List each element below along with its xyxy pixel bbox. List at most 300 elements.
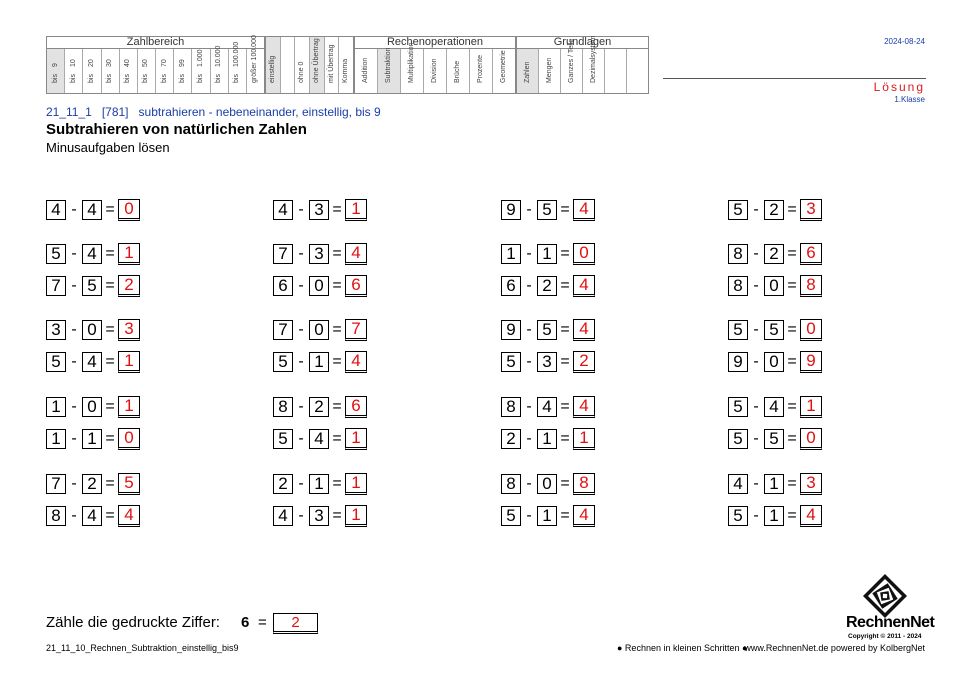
minus-sign: - [526,507,532,524]
minuend: 3 [46,320,66,340]
category-label: Division [431,58,438,83]
category-label: 9 [51,63,59,67]
equals-sign: = [560,430,570,447]
counting-digit: 6 [241,614,250,631]
equals-sign: = [560,507,570,524]
minus-sign: - [298,507,304,524]
category-column [47,49,65,93]
equals-sign: = [332,201,342,218]
minuend: 5 [728,200,748,220]
category-column [447,49,470,93]
category-label: Multiplikation [408,42,415,83]
answer-box[interactable]: 4 [345,243,367,265]
answer-box[interactable]: 1 [345,428,367,450]
category-column [517,49,539,93]
equals-sign: = [105,245,115,262]
subtrahend: 2 [764,244,784,264]
subtraction-exercise [46,319,140,341]
subtrahend: 4 [82,506,102,526]
equals-sign: = [105,277,115,294]
answer-box[interactable]: 3 [800,473,822,495]
equals-sign: = [787,201,797,218]
minuend: 8 [501,474,521,494]
category-sublabel: bis [233,74,241,83]
category-label: Ganzes / Teile [567,38,575,83]
category-column [229,41,247,93]
minuend: 7 [273,244,293,264]
page-subtitle: Minusaufgaben lösen [46,140,170,155]
minus-sign: - [753,201,759,218]
minus-sign: - [298,398,304,415]
minus-sign: - [753,245,759,262]
minuend: 1 [501,244,521,264]
subtrahend: 3 [309,506,329,526]
category-group [46,36,265,94]
category-label: 100.000 [233,41,241,67]
minus-sign: - [298,201,304,218]
subtrahend: 5 [537,320,557,340]
category-column [102,49,120,93]
category-sublabel: bis [178,74,186,83]
subtraction-exercise [501,473,595,495]
subtrahend: 1 [764,506,784,526]
equals-sign: = [787,321,797,338]
category-label: Prozente [477,54,484,83]
category-sublabel: bis [69,74,77,83]
subtraction-exercise [273,243,367,265]
minuend: 6 [273,276,293,296]
category-label: 20 [87,59,95,67]
subtrahend: 5 [764,429,784,449]
minus-sign: - [526,353,532,370]
minuend: 5 [273,429,293,449]
minus-sign: - [526,277,532,294]
counting-answer: 2 [273,613,318,634]
category-column [174,49,192,93]
minus-sign: - [526,201,532,218]
minuend: 5 [728,320,748,340]
minus-sign: - [71,245,77,262]
worksheet-code: 21_11_1 [781] subtrahieren - nebeneinander, einstellig, bis 9 [46,105,381,119]
subtraction-exercise [46,351,140,373]
minus-sign: - [526,475,532,492]
answer-box[interactable]: 8 [800,275,822,297]
answer-box[interactable]: 0 [118,199,140,221]
answer-box[interactable]: 3 [118,319,140,341]
category-label: 10 [69,59,77,67]
minus-sign: - [526,398,532,415]
equals-sign: = [560,321,570,338]
subtraction-exercise [46,428,140,450]
footer-filename: 21_11_10_Rechnen_Subtraktion_einstellig_bis9 [46,643,239,653]
answer-box[interactable]: 6 [800,243,822,265]
subtrahend: 2 [764,200,784,220]
equals-sign: = [105,507,115,524]
category-column [401,42,424,93]
category-label: 1.000 [196,49,204,67]
category-column [561,38,583,93]
equals-sign: = [787,430,797,447]
equals-sign: = [105,430,115,447]
subtrahend: 1 [537,429,557,449]
subtraction-exercise [728,473,822,495]
category-column [266,37,281,93]
answer-box[interactable]: 4 [573,199,595,221]
subtrahend: 1 [537,506,557,526]
footer-slogan: ● Rechnen in kleinen Schritten ● [617,643,748,653]
answer-box[interactable]: 2 [573,351,595,373]
subtrahend: 3 [309,244,329,264]
equals-sign: = [787,245,797,262]
subtrahend: 5 [537,200,557,220]
subtrahend: 0 [309,320,329,340]
subtraction-exercise [501,275,595,297]
minuend: 7 [46,276,66,296]
category-label: ohne Übertrag [312,38,320,83]
subtrahend: 2 [309,397,329,417]
answer-box[interactable]: 1 [345,505,367,527]
equals-sign: = [560,277,570,294]
category-sublabel: bis [51,74,59,83]
category-label: Komma [342,58,350,83]
category-column [470,49,493,93]
minus-sign: - [71,201,77,218]
equals-sign: = [105,321,115,338]
category-label: Zahlen [523,61,531,83]
equals-sign: = [560,245,570,262]
subtrahend: 1 [309,352,329,372]
minuend: 9 [501,320,521,340]
category-column [539,49,561,93]
answer-box[interactable]: 4 [573,396,595,418]
category-label: größer 100.000 [251,35,259,83]
category-label: 70 [160,59,168,67]
minuend: 8 [501,397,521,417]
subtraction-exercise [46,199,140,221]
minus-sign: - [71,430,77,447]
subtrahend: 2 [82,474,102,494]
minus-sign: - [753,398,759,415]
category-column [583,35,605,93]
minuend: 5 [46,352,66,372]
answer-box[interactable]: 1 [345,199,367,221]
minuend: 4 [273,506,293,526]
category-group-title: Rechenoperationen [386,36,484,48]
minus-sign: - [71,398,77,415]
answer-box[interactable]: 1 [118,243,140,265]
subtraction-exercise [273,396,367,418]
subtraction-exercise [46,473,140,495]
answer-box[interactable]: 4 [573,505,595,527]
subtrahend: 0 [764,276,784,296]
category-label: 99 [178,59,186,67]
subtrahend: 0 [537,474,557,494]
subtrahend: 0 [309,276,329,296]
minuend: 7 [273,320,293,340]
category-group-title: Grundlagen [553,36,612,48]
minuend: 4 [728,474,748,494]
answer-box[interactable]: 4 [573,275,595,297]
category-sublabel: bis [124,74,132,83]
logo-text: RechnenNet [846,614,935,631]
category-column [339,37,353,93]
subtraction-exercise [728,428,822,450]
equals-sign: = [560,475,570,492]
minus-sign: - [298,321,304,338]
category-label: 10.000 [215,45,223,67]
category-label: Dezimalsystem [589,35,597,83]
answer-box[interactable]: 1 [118,396,140,418]
minus-sign: - [526,430,532,447]
category-label: 30 [106,59,114,67]
subtraction-exercise [46,505,140,527]
category-label: mit Übertrag [327,44,335,83]
subtrahend: 0 [82,397,102,417]
counting-label: Zähle die gedruckte Ziffer: [46,614,220,631]
equals-sign: = [787,475,797,492]
answer-box[interactable]: 5 [118,473,140,495]
subtraction-exercise [46,243,140,265]
category-column [378,49,401,93]
subtraction-exercise [501,319,595,341]
page-title: Subtrahieren von natürlichen Zahlen [46,121,307,138]
copyright: Copyright © 2011 - 2024 [848,633,922,640]
equals-sign: = [105,201,115,218]
category-column [156,49,174,93]
category-sublabel: bis [106,74,114,83]
answer-box[interactable]: 4 [345,351,367,373]
category-label: Geometrie [500,50,507,83]
minuend: 5 [501,352,521,372]
equals-sign: = [787,277,797,294]
equals-sign: = [332,277,342,294]
equals-sign: = [560,201,570,218]
minuend: 5 [501,506,521,526]
category-column [211,45,229,93]
equals-sign: = [787,398,797,415]
minus-sign: - [71,277,77,294]
category-label: Addition [362,57,369,83]
minuend: 9 [728,352,748,372]
subtrahend: 0 [764,352,784,372]
minuend: 4 [46,200,66,220]
answer-box[interactable]: 0 [800,319,822,341]
subtrahend: 0 [82,320,102,340]
date-label: 2024-08-24 [884,37,925,46]
category-group [516,36,649,94]
subtrahend: 3 [537,352,557,372]
category-group [354,36,516,94]
minus-sign: - [753,353,759,370]
subtrahend: 5 [764,320,784,340]
minus-sign: - [753,430,759,447]
minuend: 1 [46,397,66,417]
counting-equals: = [258,614,267,631]
category-column [310,37,325,93]
answer-box[interactable]: 1 [118,351,140,373]
category-column [120,49,138,93]
equals-sign: = [560,353,570,370]
category-sublabel: bis [87,74,95,83]
category-column [627,49,648,93]
header-divider [663,78,926,79]
answer-box[interactable]: 0 [573,243,595,265]
minuend: 5 [46,244,66,264]
category-column [424,49,447,93]
subtrahend: 1 [764,474,784,494]
category-column [605,49,627,93]
subtraction-exercise [273,351,367,373]
answer-box[interactable]: 4 [800,505,822,527]
minus-sign: - [298,245,304,262]
subtrahend: 1 [82,429,102,449]
category-column [192,49,210,93]
answer-box[interactable]: 2 [118,275,140,297]
subtrahend: 4 [82,352,102,372]
answer-box[interactable]: 4 [573,319,595,341]
minuend: 7 [46,474,66,494]
subtrahend: 4 [82,244,102,264]
answer-box[interactable]: 1 [800,396,822,418]
minuend: 5 [728,429,748,449]
equals-sign: = [332,430,342,447]
minus-sign: - [526,321,532,338]
subtraction-exercise [273,505,367,527]
minus-sign: - [753,321,759,338]
minus-sign: - [753,507,759,524]
minus-sign: - [298,277,304,294]
subtraction-exercise [728,351,822,373]
equals-sign: = [332,507,342,524]
category-sublabel: bis [160,74,168,83]
answer-box[interactable]: 9 [800,351,822,373]
grade-label: 1.Klasse [894,95,925,104]
answer-box[interactable]: 7 [345,319,367,341]
minuend: 8 [46,506,66,526]
subtraction-exercise [46,396,140,418]
minuend: 1 [46,429,66,449]
subtraction-exercise [501,243,595,265]
subtraction-exercise [728,199,822,221]
equals-sign: = [787,507,797,524]
subtrahend: 5 [82,276,102,296]
equals-sign: = [332,398,342,415]
category-column [65,49,83,93]
answer-box[interactable]: 4 [118,505,140,527]
minuend: 5 [728,397,748,417]
answer-box[interactable]: 6 [345,396,367,418]
subtraction-exercise [728,275,822,297]
minuend: 4 [273,200,293,220]
subtrahend: 4 [537,397,557,417]
footer-website: www.RechnenNet.de powered by KolbergNet [744,643,925,653]
minuend: 8 [273,397,293,417]
minus-sign: - [71,353,77,370]
answer-box[interactable]: 3 [800,199,822,221]
category-label: 50 [142,59,150,67]
category-label: Mengen [545,57,553,83]
category-column [83,49,101,93]
subtrahend: 3 [309,200,329,220]
minuend: 8 [728,276,748,296]
minus-sign: - [71,507,77,524]
category-sublabel: bis [196,74,204,83]
minuend: 5 [728,506,748,526]
answer-box[interactable]: 1 [345,473,367,495]
category-group-title: Zahlbereich [126,36,185,48]
minus-sign: - [298,475,304,492]
subtrahend: 1 [537,244,557,264]
equals-sign: = [332,353,342,370]
subtraction-exercise [273,199,367,221]
equals-sign: = [332,245,342,262]
minus-sign: - [71,321,77,338]
category-column [247,35,264,93]
category-group [265,36,354,94]
minuend: 9 [501,200,521,220]
category-sublabel: bis [215,74,223,83]
minuend: 2 [501,429,521,449]
equals-sign: = [105,475,115,492]
category-column [355,49,378,93]
answer-box[interactable]: 1 [573,428,595,450]
category-column [325,37,340,93]
minus-sign: - [298,430,304,447]
minus-sign: - [71,475,77,492]
answer-box[interactable]: 0 [800,428,822,450]
category-column [295,37,310,93]
minuend: 6 [501,276,521,296]
subtrahend: 2 [537,276,557,296]
category-label: ohne 0 [298,61,306,83]
minuend: 2 [273,474,293,494]
category-label: Brüche [454,60,461,83]
minus-sign: - [526,245,532,262]
subtraction-exercise [501,428,595,450]
answer-box[interactable]: 0 [118,428,140,450]
subtraction-exercise [501,396,595,418]
subtraction-exercise [273,319,367,341]
subtraction-exercise [501,351,595,373]
category-label: einstellig [268,55,276,83]
category-column [281,37,296,93]
answer-box[interactable]: 8 [573,473,595,495]
subtraction-exercise [46,275,140,297]
minuend: 8 [728,244,748,264]
equals-sign: = [332,475,342,492]
subtrahend: 4 [309,429,329,449]
subtraction-exercise [501,505,595,527]
minus-sign: - [753,475,759,492]
equals-sign: = [332,321,342,338]
subtraction-exercise [728,505,822,527]
answer-box[interactable]: 6 [345,275,367,297]
minus-sign: - [298,353,304,370]
subtraction-exercise [728,396,822,418]
category-column [138,49,156,93]
subtraction-exercise [273,428,367,450]
equals-sign: = [560,398,570,415]
equals-sign: = [105,353,115,370]
minus-sign: - [753,277,759,294]
subtrahend: 4 [764,397,784,417]
category-label: 40 [124,59,132,67]
solution-label: Lösung [873,80,925,94]
subtrahend: 1 [309,474,329,494]
minuend: 5 [273,352,293,372]
equals-sign: = [105,398,115,415]
subtraction-exercise [728,319,822,341]
